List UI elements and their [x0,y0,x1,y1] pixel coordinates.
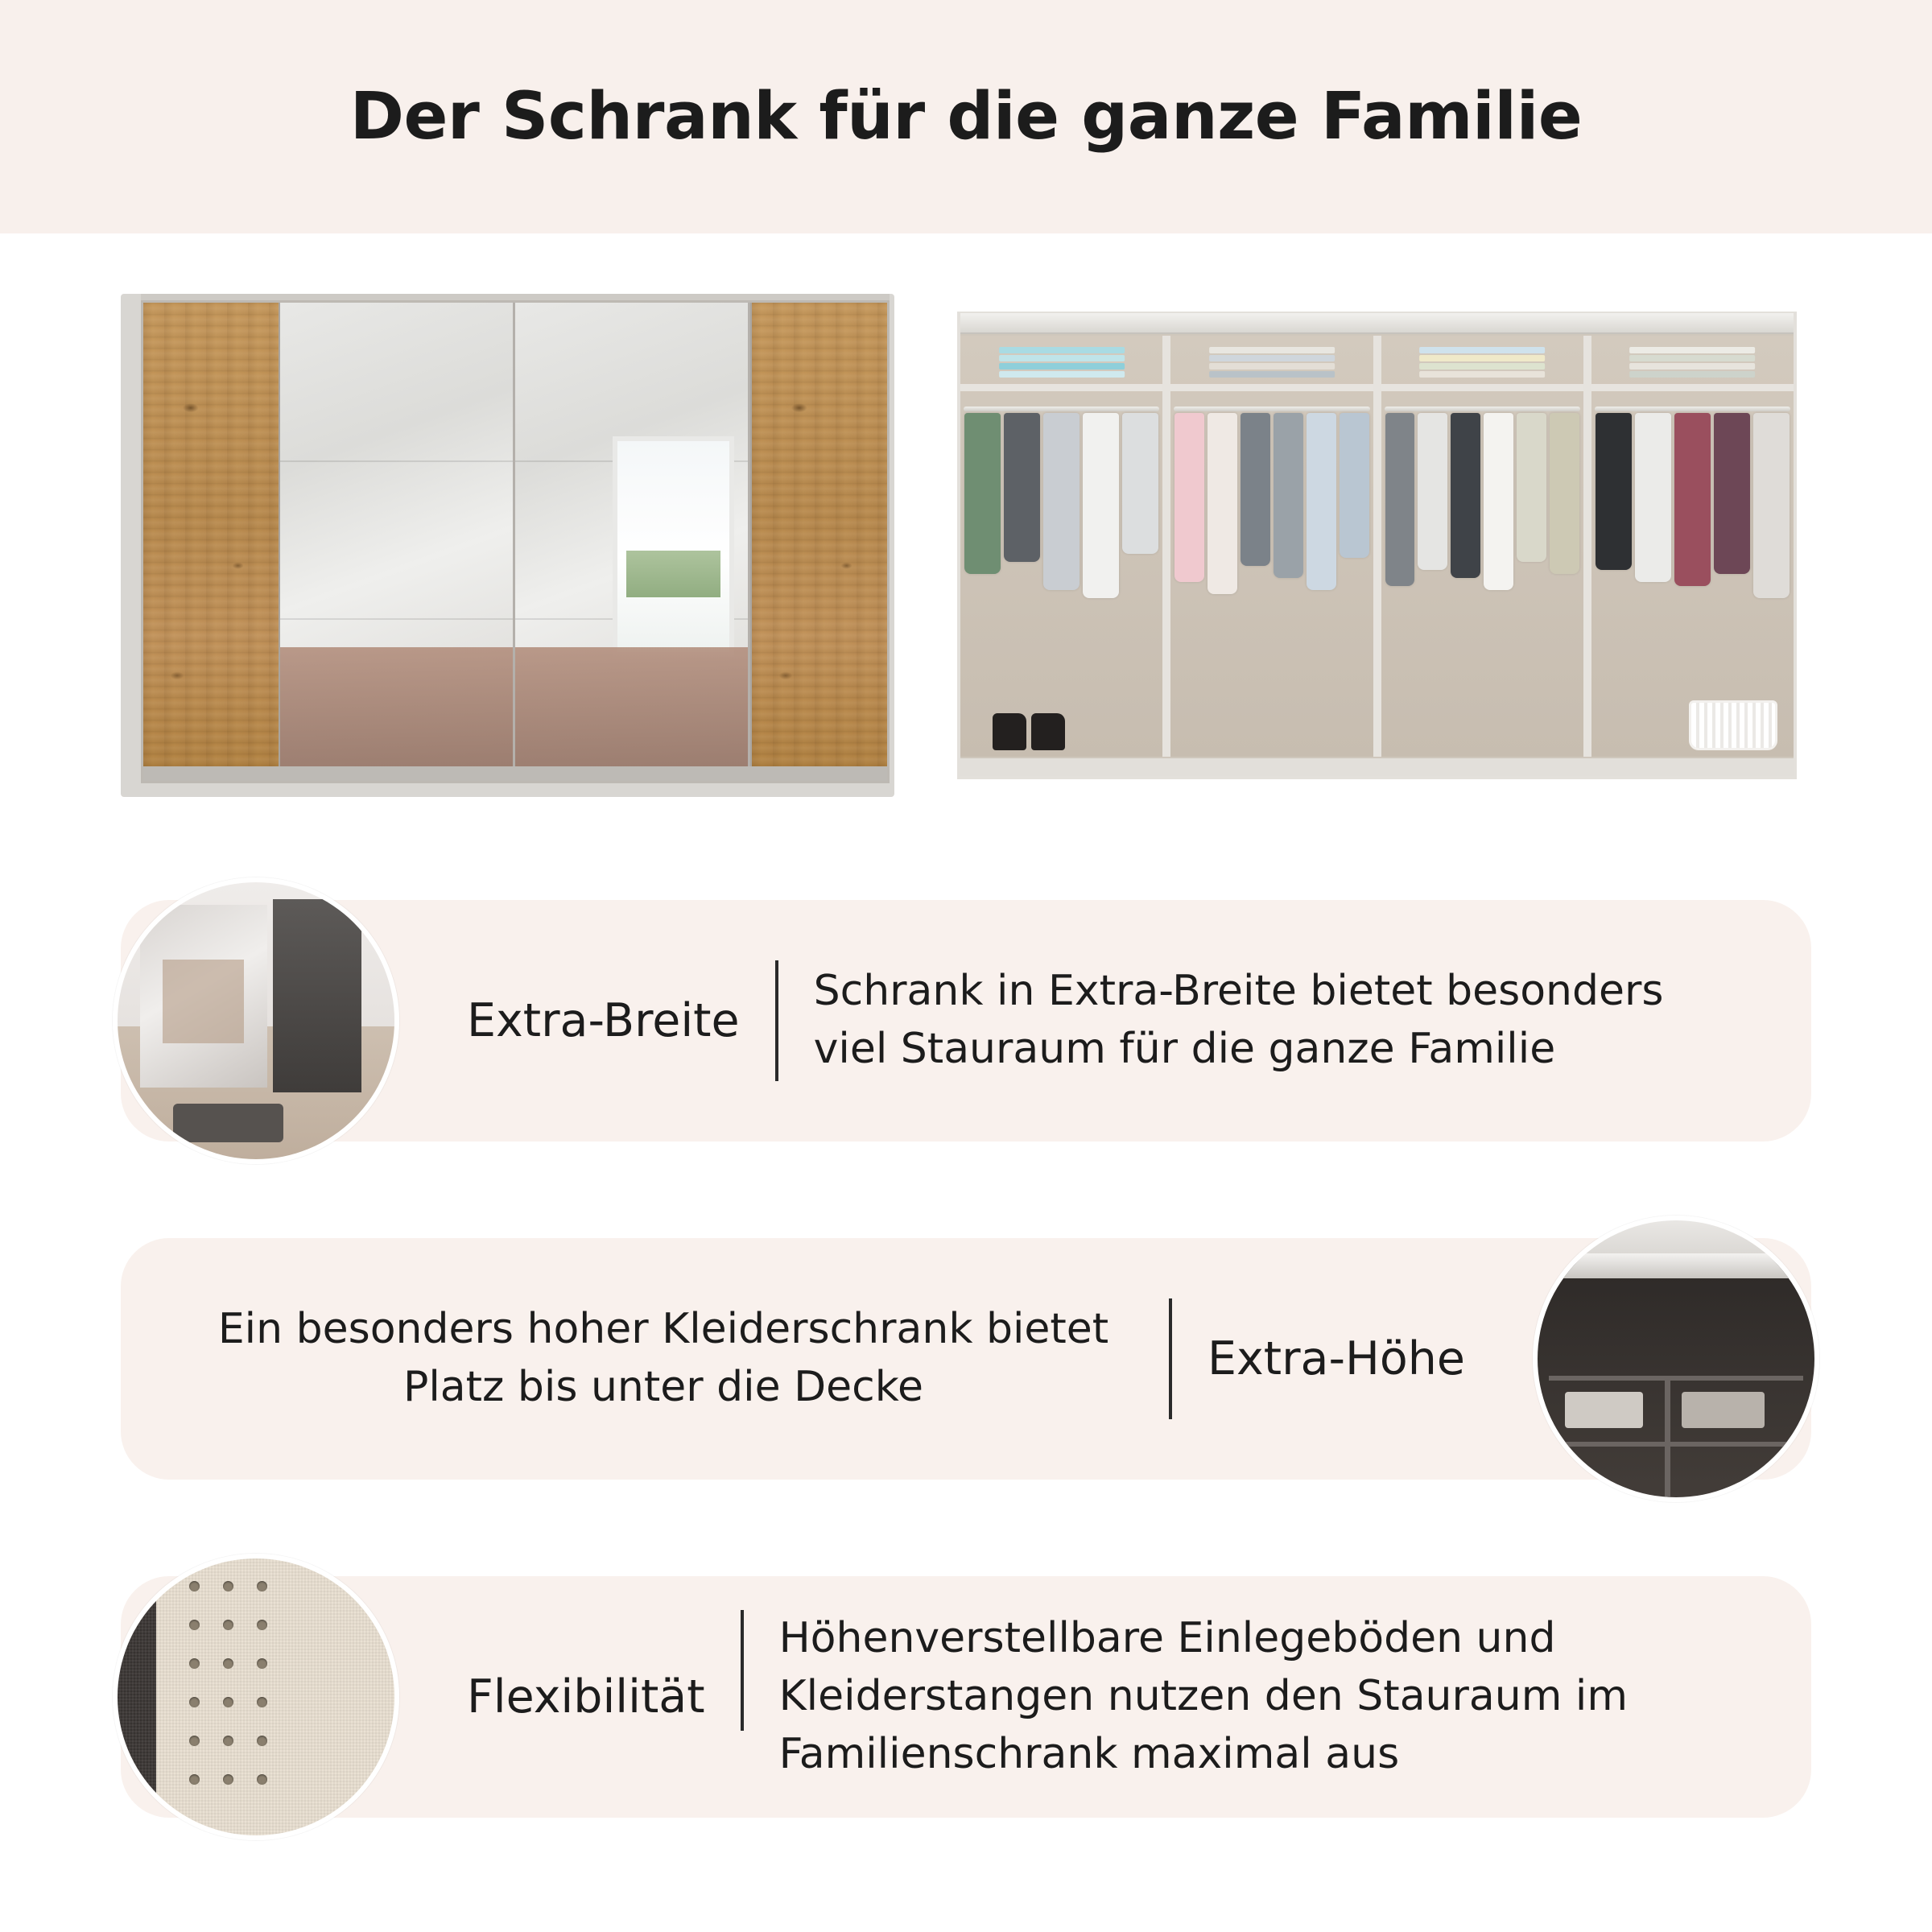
folded-textiles [1209,347,1335,381]
feature-label-extra-breite: Extra-Breite [467,994,740,1047]
feature-text-extra-breite: Schrank in Extra-Breite bietet besonders viel Stauraum für die ganze Familie [813,967,1664,1073]
mirror-floor-reflection [515,647,748,781]
wardrobe-closed-image [121,294,894,797]
door-panel-mirror-1 [280,303,515,781]
mirror-floor-reflection [280,647,513,781]
boots [993,708,1069,750]
wardrobe-open-image [943,294,1811,797]
feature-extra-hoehe [0,1216,1932,1505]
header-banner [0,0,1932,233]
wardrobe-interior-body [957,312,1797,779]
feature-flexibilitaet [0,1554,1932,1843]
feature-image-height [1533,1216,1819,1502]
hanging-rod [1595,407,1790,411]
wardrobe-column [960,336,1170,757]
feature-divider [1169,1298,1172,1419]
hanging-clothes [1596,413,1790,614]
shelf [960,384,1162,391]
wardrobe-column [1381,336,1591,757]
folded-textiles [1419,347,1545,381]
folded-textiles [1630,347,1756,381]
shelf [1591,384,1794,391]
hanging-rod [964,407,1159,411]
mirror-window-reflection [613,436,733,656]
shelf [1381,384,1583,391]
feature-extra-breite [0,877,1932,1167]
feature-label-flexibilitaet: Flexibilität [467,1670,705,1724]
door-panel-mirror-2 [515,303,750,781]
shelf [1170,384,1373,391]
wardrobe-columns [960,336,1794,757]
door-panel-wood-right [750,303,887,781]
wardrobe-column [1170,336,1381,757]
features-section [0,797,1932,1843]
hanging-clothes [1174,413,1368,614]
feature-label-extra-hoehe: Extra-Höhe [1208,1332,1465,1385]
wardrobe-base-trim [143,766,887,781]
hanging-clothes [964,413,1158,614]
mirror-seam [280,618,513,620]
feature-image-bedroom [113,877,399,1164]
page-title: Der Schrank für die ganze Familie [349,79,1583,155]
folded-textiles [999,347,1125,381]
feature-divider [775,960,778,1081]
hanging-rod [1174,407,1369,411]
hero-image-row [0,233,1932,797]
door-panel-wood-left [143,303,280,781]
hanging-rod [1385,407,1580,411]
feature-image-panel [113,1554,399,1840]
wardrobe-column [1591,336,1794,757]
wardrobe-floor [960,758,1794,776]
wardrobe-frame [141,300,890,783]
feature-divider [741,1610,744,1731]
wardrobe-top-rail [960,313,1794,334]
mirror-seam [280,460,513,462]
feature-text-flexibilitaet: Höhenverstellbare Einlegeböden und Kleiderstangen nutzen den Stauraum im Familienschrank maximal aus [778,1614,1628,1778]
hanging-clothes [1385,413,1579,614]
feature-text-extra-hoehe: Ein besonders hoher Kleiderschrank bietet Platz bis unter die Decke [217,1305,1109,1411]
laundry-basket [1689,700,1777,750]
